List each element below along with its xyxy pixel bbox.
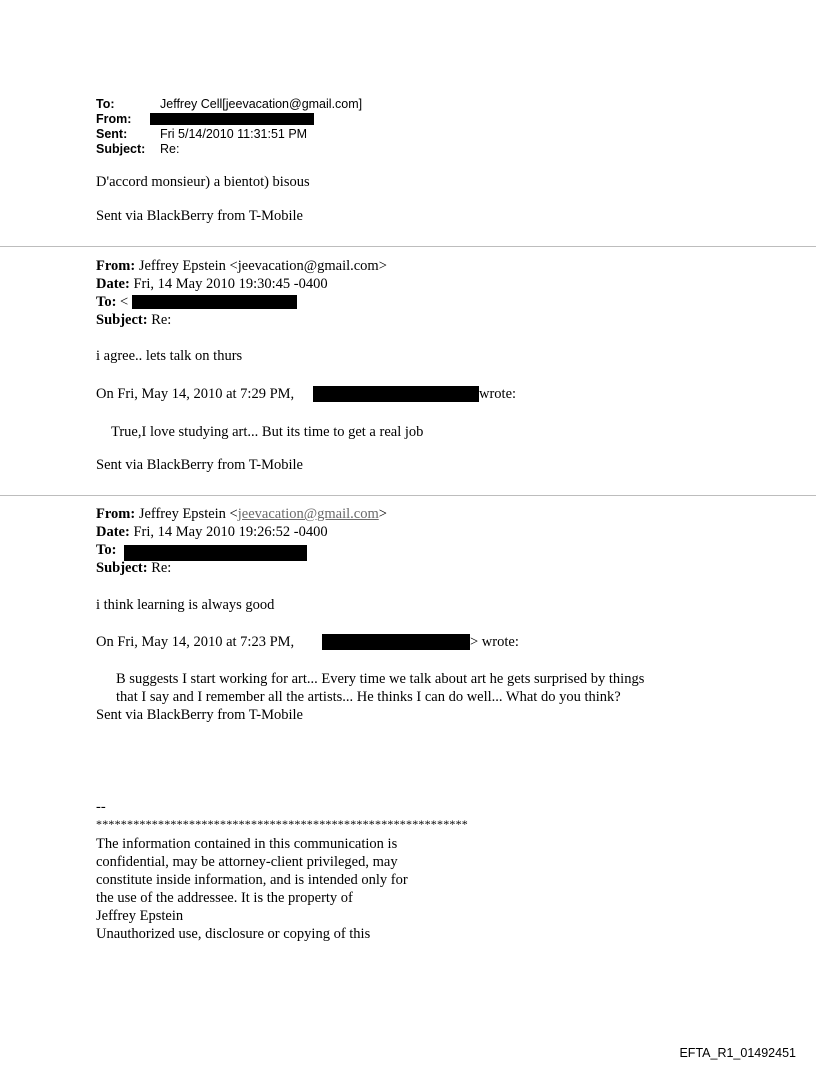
subject-label: Subject: (96, 560, 148, 576)
from-name: Jeffrey Epstein < (138, 506, 238, 522)
to-value: < (120, 294, 129, 310)
quoted-text-line: that I say and I remember all the artists... He thinks I can do well... What do you think? (116, 689, 621, 705)
message-subject (96, 312, 171, 329)
disclaimer-line: the use of the addressee. It is the property of (96, 890, 353, 906)
quote-intro: On Fri, May 14, 2010 at 7:23 PM, (96, 634, 295, 650)
redaction-bar (322, 634, 470, 650)
disclaimer-line: confidential, may be attorney-client privileged, may (96, 854, 398, 870)
message-to (96, 294, 128, 311)
message-signature: Sent via BlackBerry from T-Mobile (96, 208, 303, 224)
sent-value: Fri 5/14/2010 11:31:51 PM (160, 127, 308, 141)
quote-intro: On Fri, May 14, 2010 at 7:29 PM, (96, 386, 295, 402)
disclaimer-line: The information contained in this communication is (96, 836, 398, 852)
subject-value: Re: (151, 560, 172, 576)
message-from (96, 506, 387, 523)
date-value: Fri, 14 May 2010 19:26:52 -0400 (133, 524, 328, 540)
subject-value: Re: (160, 142, 180, 156)
disclaimer-line: constitute inside information, and is intended only for (96, 872, 408, 888)
redaction-bar (313, 386, 479, 402)
subject-label: Subject: (96, 142, 146, 156)
date-label: Date: (96, 276, 130, 292)
quote-wrote: > wrote: (470, 634, 519, 650)
message-subject (96, 560, 171, 577)
subject-value: Re: (151, 312, 172, 328)
message-body: i agree.. lets talk on thurs (96, 348, 243, 364)
from-label: From: (96, 506, 136, 522)
redaction-bar (150, 113, 314, 125)
sent-label: Sent: (96, 127, 128, 141)
redaction-bar (132, 295, 297, 309)
disclaimer-line: Unauthorized use, disclosure or copying of this (96, 926, 371, 942)
message-signature: Sent via BlackBerry from T-Mobile (96, 707, 303, 723)
asterisk-divider: ************************************************************ (96, 817, 468, 831)
quoted-text-line: B suggests I start working for art... Every time we talk about art he gets surprised by things (116, 671, 645, 687)
from-label: From: (96, 258, 136, 274)
subject-label: Subject: (96, 312, 148, 328)
to-label: To: (96, 97, 115, 111)
message-from (96, 258, 387, 275)
from-close: > (378, 506, 387, 522)
document-id: EFTA_R1_01492451 (679, 1046, 796, 1060)
separator-line (0, 246, 816, 247)
from-value: Jeffrey Epstein <jeevacation@gmail.com> (138, 258, 387, 274)
message-signature: Sent via BlackBerry from T-Mobile (96, 457, 303, 473)
from-label: From: (96, 112, 132, 126)
message-date (96, 276, 328, 293)
quote-wrote: wrote: (479, 386, 517, 402)
disclaimer-line: Jeffrey Epstein (96, 908, 184, 924)
to-label: To: (96, 542, 117, 558)
message-date (96, 524, 328, 541)
date-label: Date: (96, 524, 130, 540)
date-value: Fri, 14 May 2010 19:30:45 -0400 (133, 276, 328, 292)
signature-dashes: -- (96, 799, 106, 815)
separator-line (0, 495, 816, 496)
message-body: i think learning is always good (96, 597, 275, 613)
message-to (96, 542, 116, 559)
to-label: To: (96, 294, 117, 310)
message-body: D'accord monsieur) a bientot) bisous (96, 174, 310, 190)
to-value: Jeffrey Cell[jeevacation@gmail.com] (160, 97, 363, 111)
quoted-text: True,I love studying art... But its time to get a real job (111, 424, 424, 440)
redaction-bar (124, 545, 307, 561)
email-link[interactable]: jeevacation@gmail.com (237, 506, 379, 522)
